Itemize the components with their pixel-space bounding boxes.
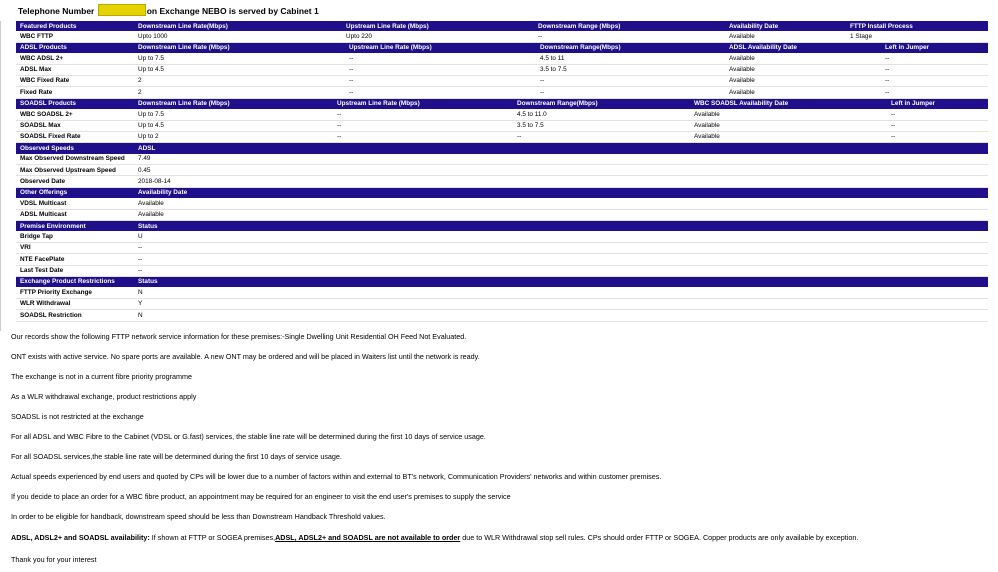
row-value: -- [885, 77, 890, 85]
row-label: Bridge Tap [20, 232, 53, 240]
section-header [16, 188, 988, 198]
row-value: Available [138, 211, 164, 219]
column-header: Downstream Range(Mbps) [517, 100, 598, 108]
table-row [16, 310, 988, 321]
column-header: ADSL [138, 144, 156, 152]
table-row [16, 121, 988, 132]
table-left-border [0, 21, 1, 331]
note-availability-e: due to WLR Withdrawal stop sell rules. CPs should order FTTP or SOGEA. Copper products are only available by exception. [460, 533, 859, 542]
row-label: SOADSL Fixed Rate [20, 133, 81, 141]
column-header: Downstream Line Rate (Mbps) [138, 100, 230, 108]
row-value: 2018-08-14 [138, 177, 171, 185]
row-value: -- [885, 88, 890, 96]
note-availability-c: ADSL, ADSL2+ and SOADSL [275, 533, 373, 542]
note-appointment: If you decide to place an order for a WBC fibre product, an appointment may be required for an engineer to visit the end user's premises to supply the service [11, 492, 511, 501]
section-adsl [16, 43, 988, 99]
row-value: 1 Stage [850, 32, 873, 40]
row-value: Up to 7.5 [138, 110, 164, 118]
section-header [16, 277, 988, 287]
table-row [16, 154, 988, 165]
column-header: Downstream Line Rate(Mbps) [138, 22, 228, 30]
row-value: -- [349, 66, 354, 74]
column-header: Availability Date [729, 22, 779, 30]
column-header: Status [138, 222, 158, 230]
row-value: 4.5 to 11 [540, 54, 565, 62]
row-value: -- [349, 54, 354, 62]
row-label: WBC FTTP [20, 32, 54, 40]
note-availability-d: are not available to order [372, 533, 461, 542]
row-label: VDSL Multicast [20, 199, 67, 207]
column-header: Other Offerings [20, 189, 68, 197]
row-value: Up to 7.5 [138, 54, 164, 62]
row-value: -- [885, 54, 890, 62]
row-value: 2 [138, 88, 142, 96]
section-restrictions [16, 277, 988, 322]
section-header [16, 221, 988, 231]
note-ont: ONT exists with active service. No spare ports are available. A new ONT may be ordered and will be placed in Waiters list until the network is ready. [11, 352, 480, 361]
row-value: Available [729, 32, 755, 40]
row-label: Last Test Date [20, 267, 64, 275]
table-row [16, 53, 988, 64]
column-header: Upstream Line Rate (Mbps) [346, 22, 429, 30]
table-row [16, 254, 988, 265]
row-value: Up to 4.5 [138, 122, 164, 130]
note-priority: The exchange is not in a current fibre priority programme [11, 372, 192, 381]
header-suffix: on Exchange NEBO is served by Cabinet 1 [146, 6, 319, 16]
section-featured [16, 21, 988, 43]
table-row [16, 299, 988, 310]
table-row [16, 165, 988, 176]
note-availability-b: If shown at FTTP or SOGEA premises, [149, 533, 276, 542]
row-value: -- [138, 244, 143, 252]
row-value: -- [138, 255, 143, 263]
row-value: -- [349, 88, 354, 96]
row-value: -- [891, 122, 896, 130]
row-label: Fixed Rate [20, 88, 53, 96]
column-header: FTTP Install Process [850, 22, 913, 30]
table-row [16, 266, 988, 277]
note-availability-title: ADSL, ADSL2+ and SOADSL availability: [11, 533, 150, 542]
column-header: Left in Jumper [891, 100, 936, 108]
column-header: WBC SOADSL Availability Date [694, 100, 789, 108]
row-value: Up to 4.5 [138, 66, 164, 74]
column-header: Exchange Product Restrictions [20, 278, 115, 286]
row-value: Available [694, 122, 720, 130]
column-header: Upstream Line Rate (Mbps) [349, 44, 432, 52]
row-label: ADSL Multicast [20, 211, 67, 219]
table-row [16, 87, 988, 98]
row-value: -- [138, 267, 143, 275]
telephone-number-highlight [98, 4, 146, 16]
row-value: Available [694, 133, 720, 141]
row-value: U [138, 232, 143, 240]
column-header: Downstream Range (Mbps) [538, 22, 621, 30]
row-value: Up to 2 [138, 133, 159, 141]
note-thanks: Thank you for your interest [11, 555, 97, 564]
row-label: WLR Withdrawal [20, 300, 71, 308]
row-label: Max Observed Upstream Speed [20, 166, 116, 174]
section-premise [16, 221, 988, 277]
row-label: FTTP Priority Exchange [20, 288, 92, 296]
availability-table [16, 21, 988, 322]
row-label: WBC Fixed Rate [20, 77, 70, 85]
column-header: Status [138, 278, 158, 286]
row-label: WBC ADSL 2+ [20, 54, 64, 62]
row-label: Observed Date [20, 177, 66, 185]
table-row [16, 231, 988, 242]
note-adsl-stable: For all ADSL and WBC Fibre to the Cabinet (VDSL or G.fast) services, the stable line rate will be determined during the first 10 days of service usage. [11, 432, 486, 441]
table-row [16, 287, 988, 298]
column-header: Upstream Line Rate (Mbps) [337, 100, 420, 108]
row-value: -- [538, 32, 543, 40]
note-fttp-records: Our records show the following FTTP network service information for these premises:-Single Dwelling Unit Residential OH Feed Not Evaluated. [11, 332, 467, 341]
row-label: VRI [20, 244, 31, 252]
row-value: -- [540, 77, 545, 85]
row-value: -- [891, 110, 896, 118]
row-value: -- [885, 66, 890, 74]
row-value: -- [349, 77, 354, 85]
row-label: ADSL Max [20, 66, 52, 74]
row-value: 2 [138, 77, 142, 85]
row-value: 3.5 to 7.5 [540, 66, 567, 74]
row-value: Available [694, 110, 720, 118]
row-value: 4.5 to 11.0 [517, 110, 547, 118]
row-value: -- [337, 110, 342, 118]
header-prefix: Telephone Number [18, 6, 95, 16]
table-row [16, 76, 988, 87]
section-soadsl [16, 99, 988, 144]
note-actual-speeds: Actual speeds experienced by end users and quoted by CPs will be lower due to a number of factors within and external to BT's network, Communication Providers' networks and within customer premises. [11, 472, 662, 481]
section-other [16, 188, 988, 221]
section-header [16, 99, 988, 109]
column-header: ADSL Products [20, 44, 67, 52]
section-observed [16, 143, 988, 188]
note-soadsl-stable: For all SOADSL services,the stable line rate will be determined during the first 10 days of service usage. [11, 452, 342, 461]
column-header: SOADSL Products [20, 100, 76, 108]
column-header: Featured Products [20, 22, 77, 30]
row-value: N [138, 288, 143, 296]
row-value: -- [337, 133, 342, 141]
row-value: Available [729, 66, 755, 74]
section-header [16, 43, 988, 53]
column-header: Premise Environment [20, 222, 86, 230]
note-soadsl: SOADSL is not restricted at the exchange [11, 412, 144, 421]
row-label: SOADSL Restriction [20, 311, 82, 319]
page-header [18, 4, 319, 16]
row-value: -- [891, 133, 896, 141]
row-value: Available [729, 77, 755, 85]
column-header: Availability Date [138, 189, 188, 197]
table-row [16, 210, 988, 221]
table-row [16, 198, 988, 209]
row-value: Available [138, 199, 164, 207]
column-header: Downstream Line Rate (Mbps) [138, 44, 230, 52]
note-handback: In order to be eligible for handback, downstream speed should be less than Downstream Handback Threshold values. [11, 512, 386, 521]
column-header: Downstream Range(Mbps) [540, 44, 621, 52]
row-value: 3.5 to 7.5 [517, 122, 544, 130]
table-row [16, 132, 988, 143]
table-row [16, 176, 988, 187]
note-availability [11, 533, 858, 542]
row-value: -- [540, 88, 545, 96]
section-header [16, 143, 988, 153]
row-value: Available [729, 88, 755, 96]
note-wlr: As a WLR withdrawal exchange, product restrictions apply [11, 392, 197, 401]
row-label: SOADSL Max [20, 122, 61, 130]
row-label: NTE FacePlate [20, 255, 65, 263]
row-value: N [138, 311, 143, 319]
table-row [16, 65, 988, 76]
table-row [16, 109, 988, 120]
column-header: Observed Speeds [20, 144, 74, 152]
table-row [16, 243, 988, 254]
column-header: Left in Jumper [885, 44, 930, 52]
row-label: Max Observed Downstream Speed [20, 155, 125, 163]
row-value: 0.45 [138, 166, 151, 174]
row-value: 7.49 [138, 155, 151, 163]
row-value: -- [337, 122, 342, 130]
row-label: WBC SOADSL 2+ [20, 110, 73, 118]
section-header [16, 21, 988, 31]
row-value: -- [517, 133, 522, 141]
row-value: Available [729, 54, 755, 62]
row-value: Upto 1000 [138, 32, 168, 40]
row-value: Y [138, 300, 143, 308]
column-header: ADSL Availability Date [729, 44, 797, 52]
row-value: Upto 220 [346, 32, 372, 40]
table-row [16, 31, 988, 42]
